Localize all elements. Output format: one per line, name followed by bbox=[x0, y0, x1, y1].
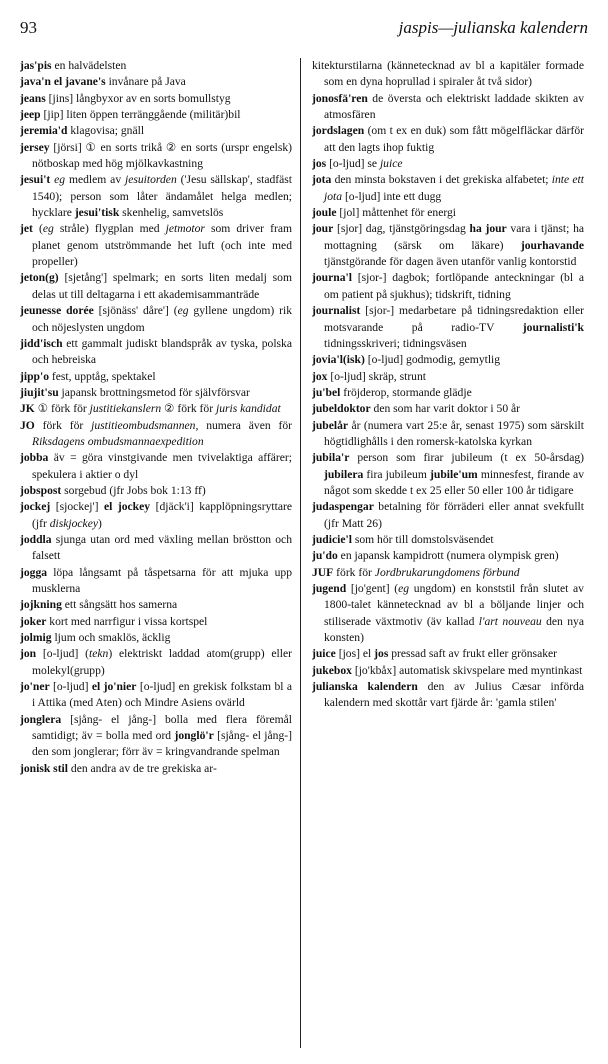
definition-text: den som har varit doktor i 50 år bbox=[370, 402, 521, 416]
dictionary-entry bbox=[20, 401, 292, 417]
italic-text: eg bbox=[398, 582, 410, 595]
definition-text: de översta och elektriskt laddade skikten av atmosfären bbox=[324, 91, 584, 122]
definition-text: betalning för förräderi eller annat svekfullt (jfr Matt 26) bbox=[324, 500, 584, 530]
definition-text: [jol] måttenhet för energi bbox=[336, 206, 457, 220]
definition-text: [o-ljud] skräp, strunt bbox=[327, 369, 426, 383]
headword: jour bbox=[312, 222, 334, 236]
dictionary-entry bbox=[312, 156, 584, 172]
headword: jolmig bbox=[20, 631, 52, 645]
italic-text: eg bbox=[177, 304, 189, 318]
dictionary-entry bbox=[20, 761, 292, 777]
headword: jox bbox=[312, 369, 328, 383]
headword: jubile'um bbox=[430, 467, 478, 481]
headword: journalist bbox=[312, 304, 361, 318]
dictionary-entry bbox=[20, 532, 292, 565]
definition-text: den av Julius Cæsar införda kalendern med skottår vart fjärde år: 'gamla stilen' bbox=[324, 680, 584, 710]
headword: jesui'tisk bbox=[74, 206, 120, 220]
dictionary-entry bbox=[20, 679, 292, 712]
italic-text: l'art nouveau bbox=[478, 614, 542, 628]
definition-text: [o-ljud] bbox=[49, 680, 92, 694]
dictionary-entry bbox=[312, 418, 584, 451]
definition-text: [sjönäss' dåre'] ( bbox=[93, 304, 178, 318]
headword: ha jour bbox=[469, 222, 507, 236]
headword: jubila'r bbox=[312, 451, 350, 465]
headword: JUF bbox=[312, 565, 334, 579]
headword: jipp'o bbox=[20, 369, 49, 383]
dictionary-entry bbox=[312, 581, 584, 646]
running-head: jaspis—julianska kalendern bbox=[398, 18, 588, 37]
dictionary-entry bbox=[20, 58, 292, 74]
headword: el javane's bbox=[53, 75, 106, 89]
definition-text: [jo'kbåx] automatisk skivspelare med myntinkast bbox=[351, 663, 583, 677]
definition-text: [djäck'i] kapplöpningsryttare (jfr bbox=[32, 500, 292, 530]
dictionary-entry bbox=[312, 352, 584, 368]
dictionary-entry bbox=[20, 91, 292, 107]
dictionary-entry bbox=[20, 369, 292, 385]
page-number: 93 bbox=[20, 18, 37, 37]
definition-text: [sjor] dag, tjänstgöringsdag bbox=[333, 222, 470, 236]
definition-text: [o-ljud] inte ett dugg bbox=[342, 189, 442, 203]
dictionary-entry bbox=[20, 418, 292, 451]
dictionary-entry bbox=[20, 303, 292, 336]
headword: jersey bbox=[20, 140, 50, 154]
headword: java'n bbox=[20, 75, 51, 89]
headword: el jo'nier bbox=[91, 680, 137, 694]
dictionary-entry bbox=[20, 140, 292, 173]
definition-text: ( bbox=[32, 222, 43, 236]
definition-text: [jörsi] ① en sorts trikå ② en sorts (urspr engelsk) nötboskap med hög mjölkavkastning bbox=[32, 140, 292, 171]
definition-text: ungdom) en konststil från slutet av 1800-talet kännetecknad av bl a böljande linjer och stiliserade växtmotiv (äv kallad bbox=[324, 582, 584, 628]
headword: JO bbox=[20, 418, 35, 432]
definition-text: den nya konsten) bbox=[324, 614, 584, 645]
dictionary-entry bbox=[312, 499, 584, 532]
definition-text: förk för bbox=[34, 418, 92, 432]
dictionary-entry bbox=[20, 646, 292, 679]
headword: juice bbox=[312, 647, 336, 661]
dictionary-entry bbox=[20, 74, 292, 90]
definition-text: medlem av bbox=[65, 173, 125, 187]
dictionary-entry bbox=[312, 58, 584, 91]
definition-text: fröjderop, stormande glädje bbox=[340, 385, 472, 399]
definition-text: som hör till domstolsväsendet bbox=[351, 532, 494, 546]
headword: jubeldoktor bbox=[312, 402, 371, 416]
dictionary-entry bbox=[20, 172, 292, 221]
definition-text: som driver fram planet genom utströmmande het luft (och inte med propeller) bbox=[32, 222, 292, 269]
headword: jonosfä'ren bbox=[312, 91, 368, 105]
dictionary-entry bbox=[20, 565, 292, 598]
definition-text: den minsta bokstaven i det grekiska alfabetet; bbox=[331, 173, 552, 187]
dictionary-entry bbox=[20, 499, 292, 532]
headword: jos bbox=[312, 157, 327, 171]
headword: judaspengar bbox=[312, 500, 374, 514]
definition-text: (om t ex en duk) som fått mögelfläckar därför att den lagts ihop fuktig bbox=[324, 124, 584, 154]
headword: jon bbox=[20, 647, 37, 661]
headword: joddla bbox=[20, 532, 52, 546]
definition-text: fira jubileum bbox=[363, 467, 431, 481]
headword: jobba bbox=[20, 451, 49, 465]
headword: joker bbox=[20, 614, 47, 628]
headword: jogga bbox=[20, 565, 48, 579]
definition-text: vara i tjänst; ha mottagning (särsk om läkare) bbox=[324, 222, 584, 252]
definition-text: ) bbox=[97, 516, 102, 530]
headword: jordslagen bbox=[312, 124, 365, 138]
headword: ju'bel bbox=[312, 385, 341, 399]
headword: jeans bbox=[20, 91, 46, 105]
dictionary-entry bbox=[20, 597, 292, 613]
dictionary-entry bbox=[20, 221, 292, 270]
definition-text: [jos] el bbox=[335, 647, 375, 661]
dictionary-entry bbox=[312, 450, 584, 499]
definition-text: år (numera vart 25:e år, senast 1975) som särskilt högtidlighålls i den romersk-katolska kyrkan bbox=[324, 418, 584, 448]
headword: jiujit'su bbox=[20, 385, 59, 399]
dictionary-entry bbox=[20, 483, 292, 499]
definition-text: ) elektriskt laddad atom(grupp) eller molekyl(grupp) bbox=[32, 647, 292, 677]
definition-text: [sjor-] dagbok; fortlöpande anteckningar (bl a om patient på sjukhus); tidskrift, tidning bbox=[324, 271, 584, 301]
headword: jeunesse dorée bbox=[20, 304, 94, 318]
definition-text: [jins] långbyxor av en sorts bomullstyg bbox=[45, 91, 231, 105]
headword: jojkning bbox=[20, 598, 62, 612]
headword: jeremia'd bbox=[20, 124, 68, 138]
headword: jeep bbox=[20, 108, 41, 122]
headword: ju'do bbox=[312, 549, 338, 563]
dictionary-entry bbox=[312, 401, 584, 417]
definition-text: [jo'gent] ( bbox=[346, 582, 399, 595]
italic-text: justitieombudsmannen, bbox=[91, 418, 199, 432]
headword: jidd'isch bbox=[20, 336, 63, 350]
definition-text: förk för bbox=[333, 565, 375, 579]
dictionary-entry bbox=[20, 123, 292, 139]
definition-text: [o-ljud] en grekisk folkstam bl a i Attika (med Aten) och Mindre Asiens ovärld bbox=[32, 680, 292, 710]
definition-text: en japansk kampidrott (numera olympisk gren) bbox=[337, 549, 559, 563]
definition-text: en halvädelsten bbox=[51, 59, 127, 72]
definition-text: [sjor-] medarbetare på tidningsredaktion eller motsvarande på radio-TV bbox=[324, 304, 584, 334]
definition-text: [sjetång'] spelmark; en sorts liten medalj som delas ut till deltagarna i ett akademisammanträde bbox=[32, 271, 292, 301]
dictionary-entry bbox=[20, 630, 292, 646]
italic-text: justitiekanslern bbox=[89, 402, 162, 416]
headword: jesui't bbox=[20, 173, 51, 187]
headword: jugend bbox=[312, 582, 347, 595]
definition-text: fest, upptåg, spektakel bbox=[49, 369, 156, 383]
headword: jeton(g) bbox=[20, 271, 59, 285]
definition-text: [sjång- el jång-] bolla med flera föremål samtidigt; äv = bolla med ord bbox=[32, 712, 292, 743]
headword: julianska kalendern bbox=[312, 680, 418, 694]
definition-text: kitekturstilarna (kännetecknad av bl a kapitäler formade som en dyna hoprullad i spiraler åt två sidor) bbox=[312, 59, 584, 89]
headword: journalisti'k bbox=[522, 320, 584, 334]
definition-text: skenhelig, samvetslös bbox=[119, 206, 224, 220]
headword: jourhavande bbox=[520, 238, 584, 252]
dictionary-entry bbox=[312, 679, 584, 712]
headword: jockej bbox=[20, 500, 51, 514]
definition-text: ljum och smaklös, äcklig bbox=[51, 631, 171, 645]
definition-text: sorgebud (jfr Jobs bok 1:13 ff) bbox=[61, 483, 206, 497]
dictionary-entry bbox=[20, 450, 292, 483]
definition-text: stråle) flygplan med bbox=[53, 222, 166, 236]
headword: jos bbox=[374, 647, 389, 661]
definition-text: [sjång- el jång-] den som jonglerar; förr äv = kringvandrande spelman bbox=[32, 729, 292, 759]
headword: JK bbox=[20, 402, 35, 416]
italic-text: tekn bbox=[89, 647, 109, 661]
headword: jas'pis bbox=[20, 59, 52, 72]
italic-text: inte ett jota bbox=[324, 173, 584, 203]
italic-text: jesuitorden bbox=[125, 173, 177, 187]
italic-text: Jordbrukarungdomens förbund bbox=[374, 565, 520, 579]
dictionary-entry bbox=[312, 123, 584, 156]
headword: judicie'l bbox=[312, 532, 352, 546]
dictionary-entry bbox=[312, 385, 584, 401]
page-header bbox=[20, 18, 588, 44]
italic-text: eg bbox=[42, 222, 54, 236]
definition-text: minnesfest, firande av något som skedde t ex 25 eller 50 eller 100 år tidigare bbox=[324, 467, 584, 497]
headword: jonisk stil bbox=[20, 761, 68, 775]
definition-text: ('Jesu sällskap', stadfäst 1540); person som låter ändamålet helga medlen; hycklare bbox=[32, 173, 292, 220]
dictionary-entry bbox=[20, 107, 292, 123]
column-divider bbox=[300, 58, 301, 1048]
definition-text: kort med narrfigur i vissa kortspel bbox=[46, 614, 208, 628]
italic-text: jetmotor bbox=[165, 222, 205, 236]
dictionary-entry bbox=[20, 270, 292, 303]
left-column bbox=[20, 58, 292, 1058]
headword: jo'ner bbox=[20, 680, 50, 694]
dictionary-entry bbox=[312, 663, 584, 679]
definition-text: gyllene ungdom) rik och nöjeslysten ungdom bbox=[32, 304, 292, 334]
definition-text: ① förk för bbox=[34, 402, 90, 416]
definition-text: tidningsskriveri; tidningsväsen bbox=[324, 336, 467, 350]
dictionary-entry bbox=[312, 548, 584, 564]
definition-text: [o-ljud] se bbox=[326, 157, 380, 171]
definition-text: person som firar jubileum (t ex 50-årsdag) bbox=[349, 451, 584, 465]
headword: jota bbox=[312, 173, 332, 187]
dictionary-entry bbox=[312, 205, 584, 221]
definition-text: klagovisa; gnäll bbox=[67, 124, 145, 138]
definition-text: den andra av de tre grekiska ar- bbox=[68, 761, 217, 775]
dictionary-entry bbox=[312, 646, 584, 662]
headword: joule bbox=[312, 206, 337, 220]
headword: jovia'l(isk) bbox=[312, 353, 365, 367]
definition-text: pressad saft av frukt eller grönsaker bbox=[388, 647, 558, 661]
headword: el jockey bbox=[103, 500, 151, 514]
headword: jet bbox=[20, 222, 33, 236]
dictionary-entry bbox=[312, 91, 584, 124]
headword: jonglö'r bbox=[174, 729, 214, 743]
definition-text: löpa långsamt på tåspetsarna för att mjuka upp musklerna bbox=[32, 565, 292, 595]
headword: jobspost bbox=[20, 483, 62, 497]
dictionary-entry bbox=[20, 336, 292, 369]
definition-text: numera även för bbox=[198, 418, 292, 432]
dictionary-entry bbox=[20, 614, 292, 630]
headword: jubilera bbox=[324, 467, 364, 481]
headword: jubelår bbox=[312, 418, 349, 432]
definition-text: [sjockej'] bbox=[50, 500, 104, 514]
headword: jonglera bbox=[20, 712, 62, 726]
dictionary-entry bbox=[312, 221, 584, 270]
definition-text: [jip] liten öppen terränggående (militär)bil bbox=[40, 108, 241, 122]
definition-text: [o-ljud] ( bbox=[36, 647, 89, 661]
definition-text: tjänstgörande för dagen även utanför vanlig kontorstid bbox=[324, 255, 577, 269]
definition-text: ett sångsätt hos samerna bbox=[61, 598, 178, 612]
definition-text: sjunga utan ord med växling mellan bröstton och falsett bbox=[32, 532, 292, 563]
definition-text: ② förk för bbox=[161, 402, 216, 416]
dictionary-entry bbox=[312, 532, 584, 548]
definition-text: invånare på Java bbox=[105, 75, 186, 89]
headword: journa'l bbox=[312, 271, 352, 285]
italic-text: juris kandidat bbox=[215, 402, 281, 416]
dictionary-entry bbox=[312, 369, 584, 385]
italic-text: Riksdagens ombudsmannaexpedition bbox=[32, 434, 204, 448]
dictionary-entry bbox=[312, 172, 584, 205]
definition-text: ett gammalt judiskt blandspråk av tyska, polska och hebreiska bbox=[32, 336, 292, 367]
headword: jukebox bbox=[312, 663, 352, 677]
dictionary-entry bbox=[20, 385, 292, 401]
italic-text: eg bbox=[54, 173, 66, 187]
definition-text: japansk brottningsmetod för självförsvar bbox=[58, 385, 250, 399]
dictionary-entry bbox=[312, 270, 584, 303]
definition-text: äv = göra vinstgivande men tvivelaktiga affärer; spekulera i aktier o dyl bbox=[32, 451, 292, 481]
dictionary-entry bbox=[20, 712, 292, 761]
italic-text: diskjockey bbox=[49, 516, 98, 530]
definition-text: [o-ljud] godmodig, gemytlig bbox=[364, 353, 501, 367]
dictionary-entry bbox=[312, 303, 584, 352]
dictionary-entry bbox=[312, 565, 584, 581]
right-column bbox=[312, 58, 584, 1058]
italic-text: juice bbox=[379, 157, 403, 171]
